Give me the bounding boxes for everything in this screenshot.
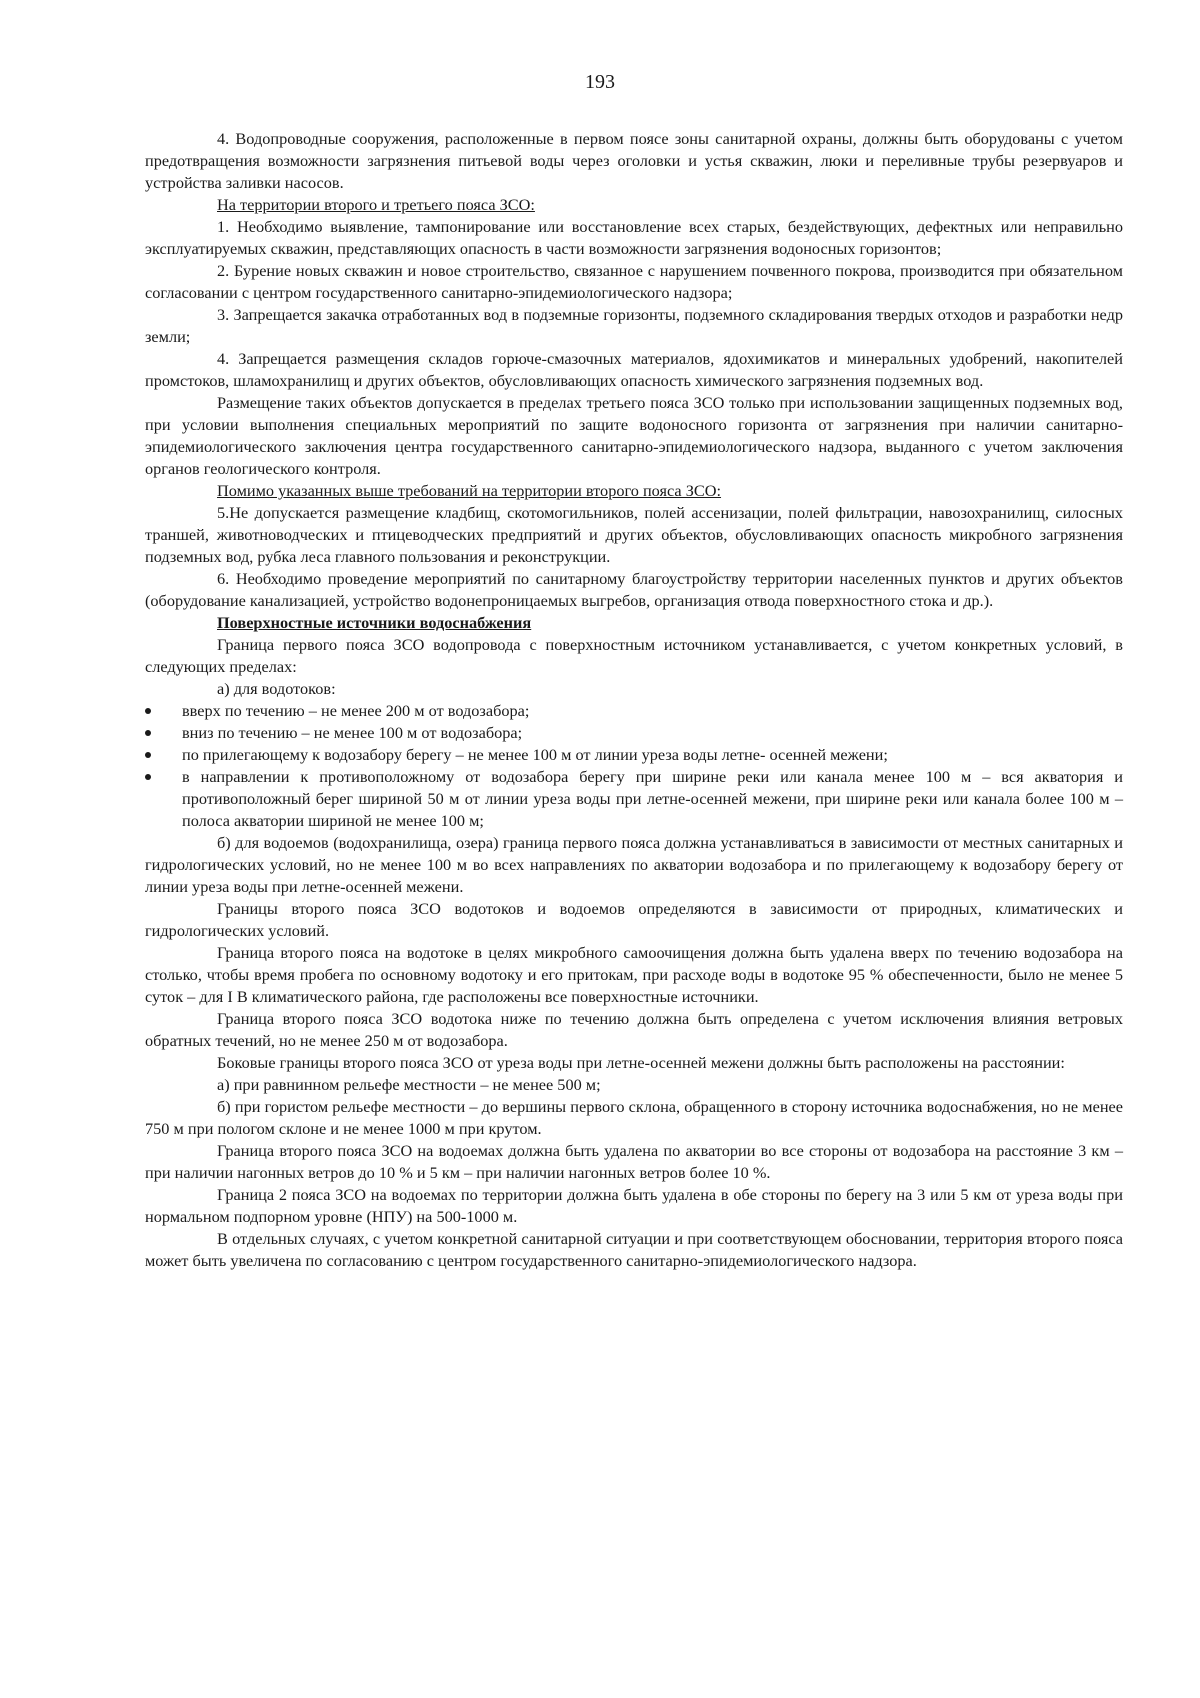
paragraph: Боковые границы второго пояса ЗСО от уреза воды при летне-осенней межени должны быть расположены на расстоянии: — [217, 1053, 1065, 1072]
page-number: 193 — [585, 71, 615, 93]
paragraph: Граница 2 пояса ЗСО на водоемах по территории должна быть удалена в обе стороны по берегу на 3 или 5 км от уреза воды при нормальном подпорном уровне (НПУ) на 500-1000 м. — [145, 1185, 1123, 1226]
underlined-text: Помимо указанных выше требований на территории второго пояса ЗСО: — [217, 481, 722, 500]
paragraph: а) при равнинном рельефе местности – не менее 500 м; — [217, 1075, 601, 1094]
bullet-list — [145, 700, 1123, 832]
paragraph: 4. Запрещается размещения складов горюче-смазочных материалов, ядохимикатов и минеральных удобрений, накопителей промстоков, шламохранилищ и других объектов, обусловливающих опасность химического загрязнения подземных вод. — [145, 349, 1123, 390]
bullet-icon — [145, 730, 151, 736]
paragraph: Граница второго пояса на водотоке в целях микробного самоочищения должна быть удалена вверх по течению водозабора на столько, чтобы время пробега по основному водотоку и его притокам, при расходе воды в водотоке 95 % обеспеченности, было не менее 5 суток – для I В климатического района, где расположены все поверхностные источники. — [145, 943, 1123, 1006]
list-item-text: вверх по течению – не менее 200 м от водозабора; — [182, 701, 530, 720]
subheading-zone-2 — [145, 480, 1123, 502]
list-item — [145, 700, 1123, 722]
bullet-icon — [145, 708, 151, 714]
paragraph: Граница второго пояса ЗСО водотока ниже по течению должна быть определена с учетом исключения влияния ветровых обратных течений, но не менее 250 м от водозабора. — [145, 1009, 1123, 1050]
paragraph: б) для водоемов (водохранилища, озера) граница первого пояса должна устанавливаться в зависимости от местных санитарных и гидрологических условий, но не менее 100 м во всех направлениях по акватории водозабора и по прилегающему к водозабору берегу от линии уреза воды при летне-осенней межени. — [145, 833, 1123, 896]
paragraph: 1. Необходимо выявление, тампонирование или восстановление всех старых, бездействующих, дефектных или неправильно эксплуатируемых скважин, представляющих опасность в части возможности загрязнения водоносных горизонтов; — [145, 217, 1123, 258]
paragraph: Размещение таких объектов допускается в пределах третьего пояса ЗСО только при использовании защищенных подземных вод, при условии выполнения специальных мероприятий по защите водоносного горизонта от загрязнения при наличии санитарно-эпидемиологического заключения центра государственного санитарно-эпидемиологического надзора, выданного с учетом заключения органов геологического контроля. — [145, 393, 1123, 478]
bullet-icon — [145, 774, 151, 780]
paragraph: 4. Водопроводные сооружения, расположенные в первом поясе зоны санитарной охраны, должны быть оборудованы с учетом предотвращения возможности загрязнения питьевой воды через оголовки и устья скважин, люки и переливные трубы резервуаров и устройства заливки насосов. — [145, 129, 1123, 192]
paragraph: а) для водотоков: — [217, 679, 336, 698]
paragraph: Граница второго пояса ЗСО на водоемах должна быть удалена по акватории во все стороны от водозабора на расстояние 3 км – при наличии нагонных ветров до 10 % и 5 км – при наличии нагонных ветров более 10 %. — [145, 1141, 1123, 1182]
list-item-text: по прилегающему к водозабору берегу – не менее 100 м от линии уреза воды летне- осенней межени; — [182, 745, 888, 764]
paragraph: 2. Бурение новых скважин и новое строительство, связанное с нарушением почвенного покрова, производится при обязательном согласовании с центром государственного санитарно-эпидемиологического надзора; — [145, 261, 1123, 302]
paragraph: Границы второго пояса ЗСО водотоков и водоемов определяются в зависимости от природных, климатических и гидрологических условий. — [145, 899, 1123, 940]
list-item — [145, 722, 1123, 744]
paragraph: б) при гористом рельефе местности – до вершины первого склона, обращенного в сторону источника водоснабжения, но не менее 750 м при пологом склоне и не менее 1000 м при крутом. — [145, 1097, 1123, 1138]
paragraph: 3. Запрещается закачка отработанных вод в подземные горизонты, подземного складирования твердых отходов и разработки недр земли; — [145, 305, 1123, 346]
list-item — [145, 766, 1123, 832]
page-body — [145, 128, 1123, 1272]
list-item-text: вниз по течению – не менее 100 м от водозабора; — [182, 723, 523, 742]
subheading-zones-2-3 — [145, 194, 1123, 216]
section-heading: Поверхностные источники водоснабжения — [217, 613, 532, 632]
paragraph: 5.Не допускается размещение кладбищ, скотомогильников, полей ассенизации, полей фильтрации, навозохранилищ, силосных траншей, животноводческих и птицеводческих предприятий и других объектов, обусловливающих опасность микробного загрязнения подземных вод, рубка леса главного пользования и реконструкции. — [145, 503, 1123, 566]
bullet-icon — [145, 752, 151, 758]
underlined-text: На территории второго и третьего пояса ЗСО: — [217, 195, 535, 214]
paragraph: В отдельных случаях, с учетом конкретной санитарной ситуации и при соответствующем обосновании, территория второго пояса может быть увеличена по согласованию с центром государственного санитарно-эпидемиологического надзора. — [145, 1229, 1123, 1270]
paragraph: 6. Необходимо проведение мероприятий по санитарному благоустройству территории населенных пунктов и других объектов (оборудование канализацией, устройство водонепроницаемых выгребов, организация отвода поверхностного стока и др.). — [145, 569, 1123, 610]
paragraph: Граница первого пояса ЗСО водопровода с поверхностным источником устанавливается, с учетом конкретных условий, в следующих пределах: — [145, 635, 1123, 676]
list-item — [145, 744, 1123, 766]
list-item-text: в направлении к противоположному от водозабора берегу при ширине реки или канала менее 100 м – вся акватория и противоположный берег шириной 50 м от линии уреза воды при летне-осенней межени, при ширине реки или канала более 100 м – полоса акватории шириной не менее 100 м; — [182, 767, 1123, 830]
